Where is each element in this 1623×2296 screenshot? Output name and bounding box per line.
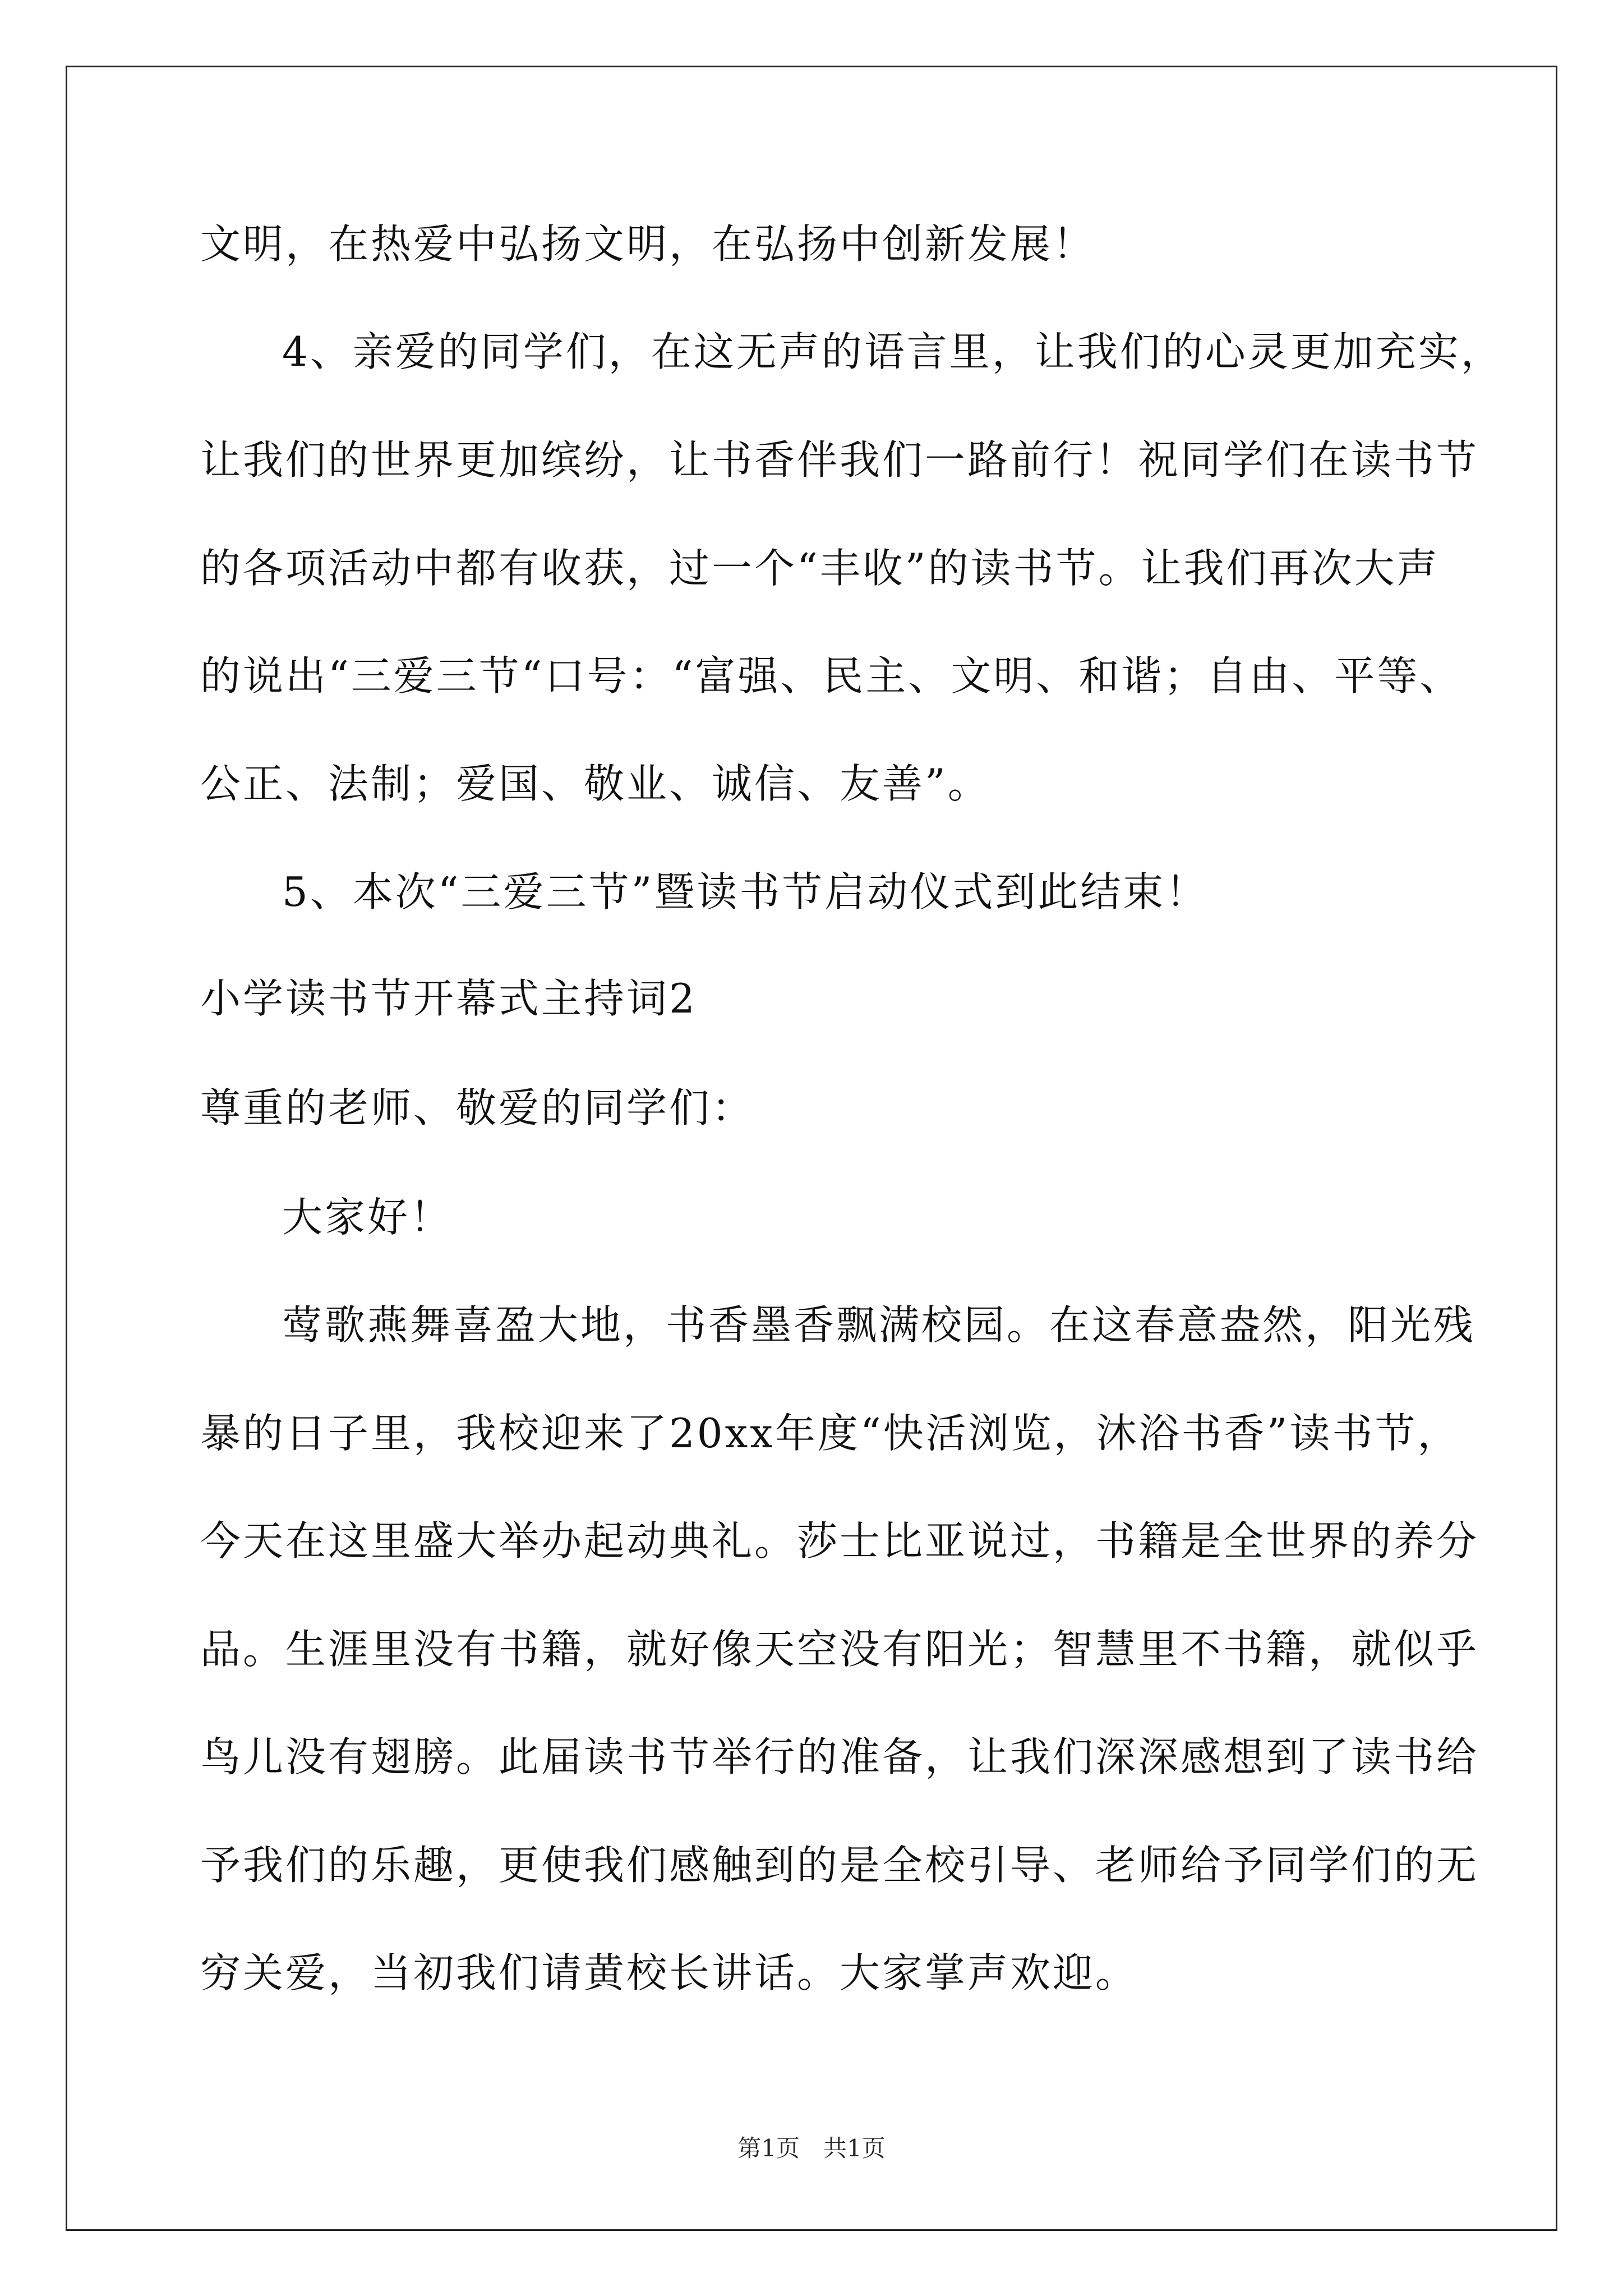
text-line: 文明，在热爱中弘扬文明，在弘扬中创新发展！: [200, 220, 1096, 268]
salutation: 尊重的老师、敬爱的同学们：: [200, 1084, 755, 1131]
text-line: 5、本次“三爱三节”暨读书节启动仪式到此结束！: [282, 868, 1209, 915]
text-line: 公正、法制；爱国、敬业、诚信、友善”。: [200, 760, 990, 807]
text-line: 予我们的乐趣，更使我们感触到的是全校引导、老师给予同学们的无: [200, 1842, 1479, 1889]
text-line: 鸟儿没有翅膀。此届读书节举行的准备，让我们深深感想到了读书给: [200, 1733, 1479, 1780]
page-footer: 第1页 共1页: [737, 2134, 886, 2162]
greeting: 大家好！: [282, 1194, 453, 1241]
text-line: 品。生涯里没有书籍，就好像天空没有阳光；智慧里不书籍，就似乎: [200, 1626, 1479, 1673]
text-line: 4、亲爱的同学们，在这无声的语言里，让我们的心灵更加充实，: [282, 328, 1504, 375]
text-line: 今天在这里盛大举办起动典礼。莎士比亚说过，书籍是全世界的养分: [200, 1517, 1479, 1565]
text-line: 的各项活动中都有收获，过一个“丰收”的读书节。让我们再次大声: [200, 545, 1440, 592]
section-heading: 小学读书节开幕式主持词2: [200, 975, 697, 1022]
text-line: 莺歌燕舞喜盈大地，书香墨香飘满校园。在这春意盎然，阳光残: [282, 1301, 1476, 1349]
text-line: 穷关爱，当初我们请黄校长讲话。大家掌声欢迎。: [200, 1949, 1138, 1996]
text-line: 的说出“三爱三节“口号：“富强、民主、文明、和谐；自由、平等、: [200, 652, 1463, 700]
text-line: 暴的日子里，我校迎来了20xx年度“快活浏览，沐浴书香”读书节，: [200, 1410, 1460, 1457]
page-border: [66, 66, 1557, 2231]
text-line: 让我们的世界更加缤纷，让书香伴我们一路前行！祝同学们在读书节: [200, 436, 1479, 484]
